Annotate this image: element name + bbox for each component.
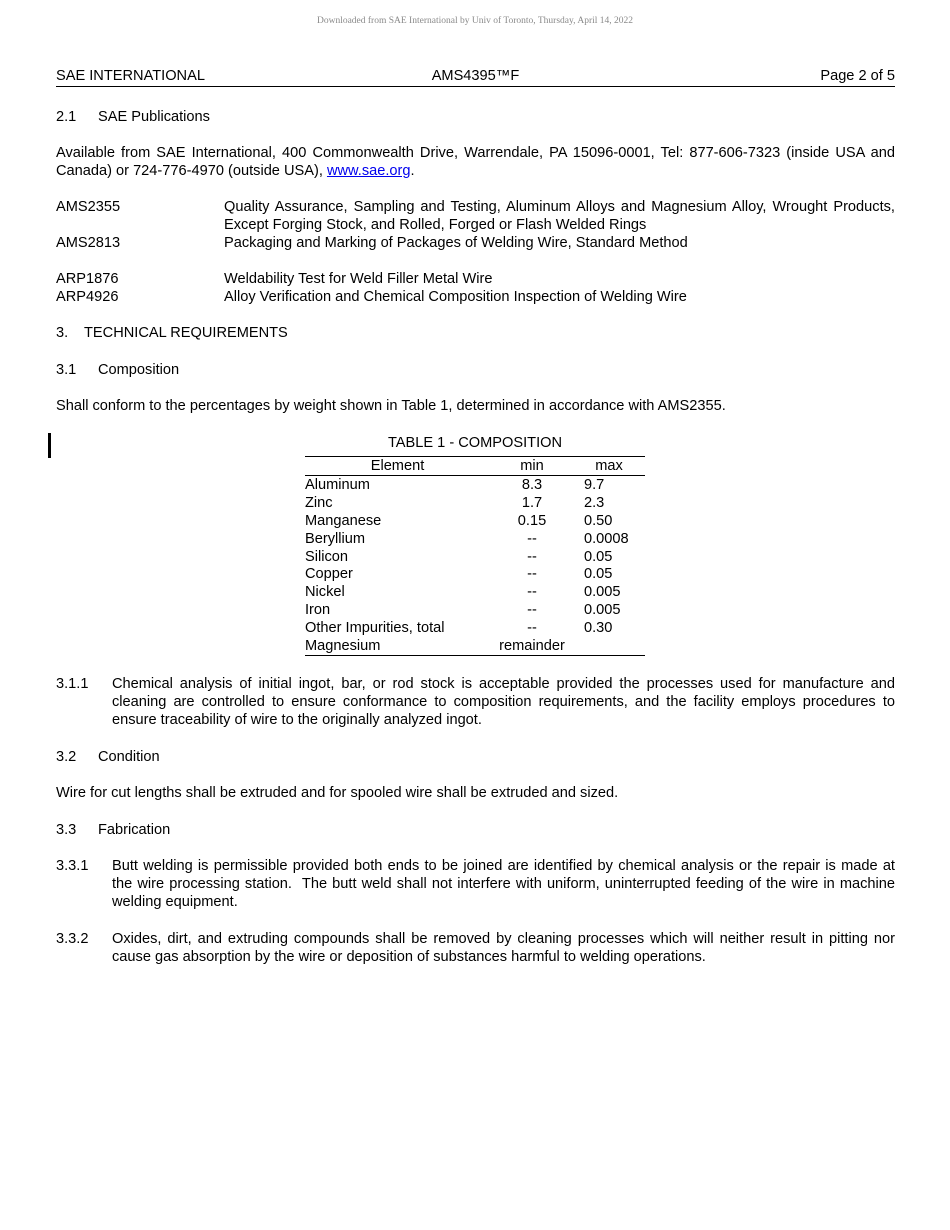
section-3-1-1-number: 3.1.1	[56, 676, 89, 692]
section-number: 3.1	[56, 362, 77, 378]
section-number: 3.	[56, 325, 69, 341]
section-number: 3.2	[56, 749, 77, 765]
condition-paragraph: Wire for cut lengths shall be extruded and for spooled wire shall be extruded and sized.	[56, 785, 619, 801]
cell-min: 8.3	[521, 477, 543, 493]
table-row	[305, 512, 645, 530]
cell-min: remainder	[499, 638, 565, 655]
table-row	[305, 565, 645, 583]
composition-table	[305, 456, 645, 656]
section-3-3-2-text: Oxides, dirt, and extruding compounds shall be removed by cleaning processes which will neither result in pitting nor cause gas absorption by the wire or deposition of substances harmful to welding operations.	[112, 931, 895, 965]
ref-code-ams2355: AMS2355	[56, 199, 121, 215]
cell-min: 1.7	[521, 494, 543, 511]
cell-min: 0.15	[517, 512, 547, 529]
header-document-number: AMS4395™F	[431, 68, 520, 84]
availability-period: .	[410, 163, 415, 179]
ref-title-arp4926: Alloy Verification and Chemical Composition Inspection of Welding Wire	[224, 289, 687, 305]
cell-max: 0.0008	[584, 530, 629, 547]
table-row	[305, 619, 645, 637]
cell-element: Magnesium	[305, 638, 381, 655]
cell-max: 9.7	[584, 477, 605, 493]
section-title: Fabrication	[98, 822, 171, 838]
table-1-title: TABLE 1 - COMPOSITION	[387, 435, 563, 451]
cell-min: --	[527, 566, 537, 583]
header-max: max	[595, 458, 623, 474]
section-title: SAE Publications	[98, 109, 210, 125]
section-title: TECHNICAL REQUIREMENTS	[84, 325, 288, 341]
download-watermark: Downloaded from SAE International by Univ of Toronto, Thursday, April 14, 2022	[316, 16, 634, 26]
sae-availability-paragraph	[56, 144, 895, 180]
sae-website-link[interactable]: www.sae.org	[326, 163, 411, 179]
table-row	[305, 530, 645, 548]
table-row	[305, 494, 645, 512]
table-row	[305, 637, 645, 655]
ref-title-ams2355: Quality Assurance, Sampling and Testing, Aluminum Alloys and Magnesium Alloy, Wrought Products, Except Forging Stock, and Rolled, Forged or Flash Welded Rings	[224, 199, 895, 233]
cell-element: Aluminum	[305, 477, 370, 493]
section-3-1-heading	[56, 361, 179, 379]
ref-code-arp4926: ARP4926	[56, 289, 119, 305]
header-page-number: Page 2 of 5	[820, 68, 895, 84]
cell-min: --	[527, 548, 537, 565]
cell-max: 0.005	[584, 602, 621, 619]
section-title: Composition	[98, 362, 180, 378]
ref-title-arp1876: Weldability Test for Weld Filler Metal Wire	[224, 271, 493, 287]
section-2-1-heading	[56, 108, 210, 126]
header-min: min	[520, 458, 544, 474]
section-3-3-1-text: Butt welding is permissible provided both ends to be joined are identified by chemical analysis or the repair is made at the wire processing station. The butt weld shall not interfere with uniform, uninterrupted feeding of the wire in machine welding equipment.	[112, 858, 900, 910]
table-row	[305, 476, 645, 494]
availability-text: Available from SAE International, 400 Commonwealth Drive, Warrendale, PA 15096-0001, Tel: 877-606-7323 (inside USA and Canada) or 724-776-4970 (outside USA),	[56, 145, 895, 179]
section-number: 3.3	[56, 822, 77, 838]
table-header-row	[305, 457, 645, 476]
composition-paragraph: Shall conform to the percentages by weight shown in Table 1, determined in accordance with AMS2355.	[56, 398, 726, 414]
table-row	[305, 601, 645, 619]
cell-element: Manganese	[305, 512, 382, 529]
section-3-2-heading	[56, 748, 160, 766]
table-row	[305, 548, 645, 566]
cell-min: --	[527, 530, 537, 547]
cell-max: 0.50	[584, 512, 613, 529]
page-header	[56, 67, 895, 87]
cell-max: 2.3	[584, 494, 605, 511]
table-row	[305, 583, 645, 601]
section-title: Condition	[98, 749, 160, 765]
cell-element: Silicon	[305, 548, 348, 565]
cell-min: --	[527, 584, 537, 601]
cell-element: Zinc	[305, 494, 333, 511]
cell-element: Other Impurities, total	[305, 620, 445, 637]
cell-min: --	[527, 602, 537, 619]
cell-max: 0.05	[584, 548, 613, 565]
ref-title-ams2813: Packaging and Marking of Packages of Welding Wire, Standard Method	[224, 235, 688, 251]
section-3-1-1-text: Chemical analysis of initial ingot, bar, or rod stock is acceptable provided the processes used for manufacture and cleaning are controlled to ensure conformance to composition requirements, and the facility employs procedures to ensure traceability of wire to the originally analyzed ingot.	[112, 676, 895, 728]
cell-element: Iron	[305, 602, 331, 619]
ref-code-arp1876: ARP1876	[56, 271, 119, 287]
revision-change-bar	[48, 433, 51, 458]
cell-max: 0.05	[584, 566, 613, 583]
header-element: Element	[370, 458, 425, 474]
section-3-3-2-number: 3.3.2	[56, 931, 89, 947]
ref-code-ams2813: AMS2813	[56, 235, 121, 251]
cell-min: --	[527, 620, 537, 637]
header-publisher: SAE INTERNATIONAL	[56, 68, 205, 84]
cell-element: Copper	[305, 566, 353, 583]
section-3-3-heading	[56, 821, 170, 839]
section-3-heading	[56, 324, 288, 342]
cell-max: 0.30	[584, 620, 613, 637]
section-3-3-1-number: 3.3.1	[56, 858, 89, 874]
cell-element: Beryllium	[305, 530, 366, 547]
section-number: 2.1	[56, 109, 77, 125]
cell-element: Nickel	[305, 584, 345, 601]
cell-max: 0.005	[584, 584, 621, 601]
